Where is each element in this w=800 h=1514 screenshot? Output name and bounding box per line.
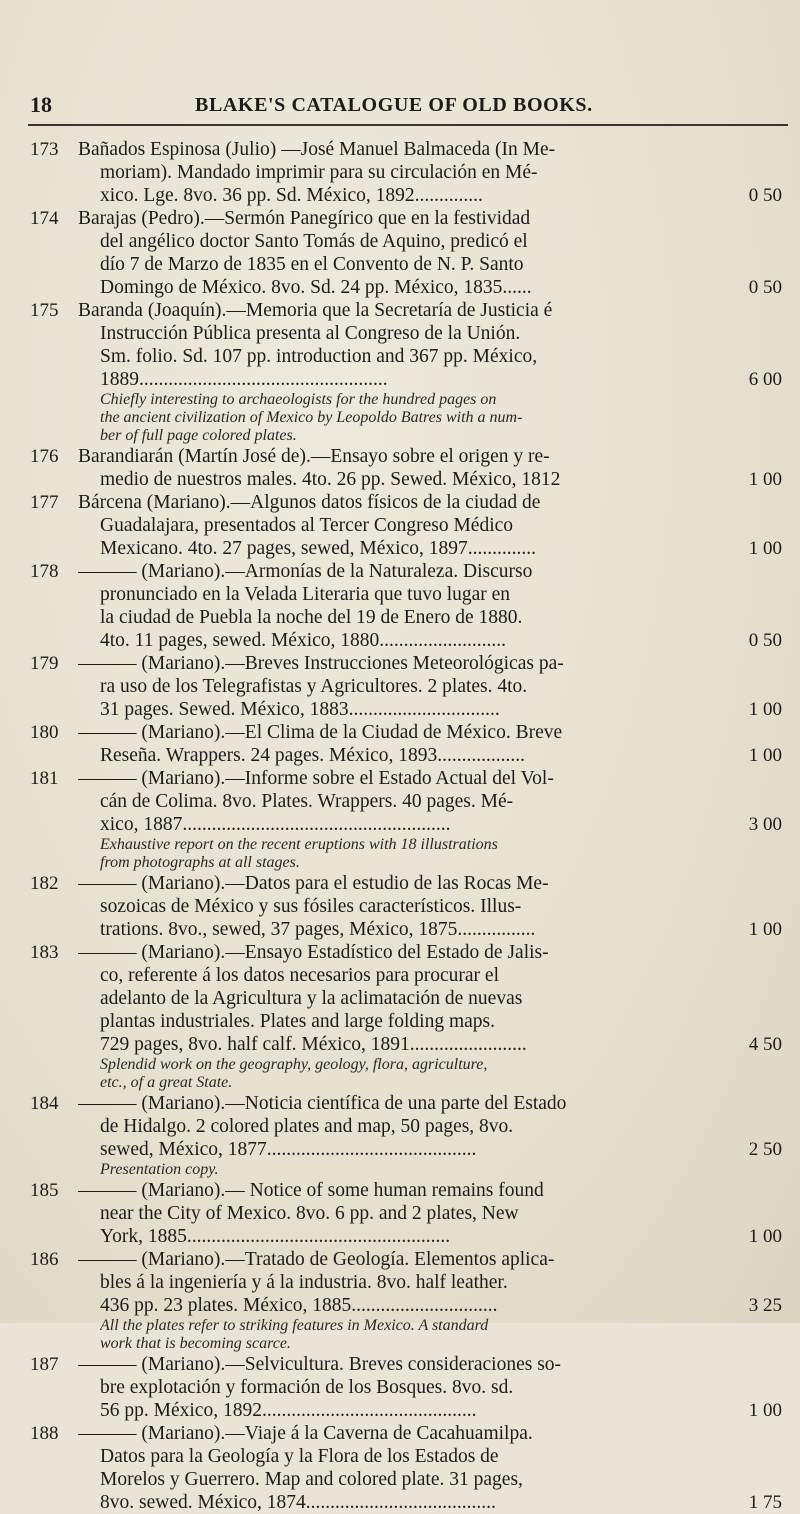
entry-line: ——— (Mariano).— Notice of some human remains found	[78, 1180, 544, 1201]
catalogue-entry	[0, 299, 800, 445]
running-title: BLAKE'S CATALOGUE OF OLD BOOKS.	[195, 94, 593, 116]
entry-description	[78, 1422, 668, 1514]
entry-price: 3 00	[748, 814, 782, 835]
entry-note-line: Presentation copy.	[100, 1161, 219, 1178]
entry-note-line: Splendid work on the geography, geology, flora, agriculture,	[100, 1056, 488, 1073]
entry-line: ——— (Mariano).—Viaje á la Caverna de Cacahuamilpa.	[78, 1423, 533, 1444]
entry-note	[100, 836, 690, 872]
entry-description	[78, 491, 668, 560]
entry-number: 176	[30, 446, 59, 467]
entry-description	[78, 445, 668, 491]
entry-line: del angélico doctor Santo Tomás de Aquino, predicó el	[100, 231, 528, 252]
entry-line: cán de Colima. 8vo. Plates. Wrappers. 40 pages. Mé-	[100, 791, 514, 812]
entry-description	[78, 1092, 668, 1161]
entry-price: 4 50	[748, 1034, 782, 1055]
entry-price: 1 00	[748, 699, 782, 720]
entry-description	[78, 207, 668, 299]
entry-number: 173	[30, 139, 59, 160]
entry-line: Barandiarán (Martín José de).—Ensayo sobre el origen y re-	[78, 446, 550, 467]
entry-line: Sm. folio. Sd. 107 pp. introduction and 367 pp. México,	[100, 346, 538, 367]
entry-line: ——— (Mariano).—Datos para el estudio de las Rocas Me-	[78, 873, 549, 894]
entry-price: 2 50	[748, 1139, 782, 1160]
entry-number: 174	[30, 208, 59, 229]
entry-price: 0 50	[748, 185, 782, 206]
entry-description	[78, 767, 668, 836]
entry-price: 3 25	[748, 1295, 782, 1316]
entry-number: 185	[30, 1180, 59, 1201]
entry-line: ——— (Mariano).—Tratado de Geología. Elementos aplica-	[78, 1249, 555, 1270]
entry-line: 436 pp. 23 plates. México, 1885..............................	[100, 1295, 498, 1316]
entry-line: bre explotación y formación de los Bosques. 8vo. sd.	[100, 1377, 514, 1398]
catalogue-entry	[0, 1092, 800, 1179]
entry-line: plantas industriales. Plates and large folding maps.	[100, 1011, 495, 1032]
entry-number: 182	[30, 873, 59, 894]
entry-note-line: ber of full page colored plates.	[100, 427, 297, 444]
page-number: 18	[30, 92, 52, 117]
entry-price: 1 00	[748, 1226, 782, 1247]
entry-line: 4to. 11 pages, sewed. México, 1880..........................	[100, 630, 507, 651]
entry-price: 1 00	[748, 1400, 782, 1421]
entry-line: Datos para la Geología y la Flora de los Estados de	[100, 1446, 499, 1467]
header-rule	[28, 124, 788, 126]
entry-line: adelanto de la Agricultura y la aclimatación de nuevas	[100, 988, 523, 1009]
entry-line: 31 pages. Sewed. México, 1883...............................	[100, 699, 500, 720]
entry-price: 0 50	[748, 630, 782, 651]
entry-line: de Hidalgo. 2 colored plates and map, 50 pages, 8vo.	[100, 1116, 514, 1137]
entry-line: Mexicano. 4to. 27 pages, sewed, México, 1897..............	[100, 538, 536, 559]
entry-number: 178	[30, 561, 59, 582]
entry-number: 180	[30, 722, 59, 743]
entry-line: ——— (Mariano).—Breves Instrucciones Meteorológicas pa-	[78, 653, 564, 674]
entry-description	[78, 941, 668, 1056]
entry-line: dío 7 de Marzo de 1835 en el Convento de N. P. Santo	[100, 254, 524, 275]
entry-number: 188	[30, 1423, 59, 1444]
entry-number: 175	[30, 300, 59, 321]
entry-price: 1 75	[748, 1492, 782, 1513]
entry-line: 56 pp. México, 1892............................................	[100, 1400, 477, 1421]
entry-line: ——— (Mariano).—Ensayo Estadístico del Estado de Jalis-	[78, 942, 549, 963]
entry-line: medio de nuestros males. 4to. 26 pp. Sewed. México, 1812	[100, 469, 561, 490]
entry-line: Bañados Espinosa (Julio) —José Manuel Balmaceda (In Me-	[78, 139, 556, 160]
catalogue-entry	[0, 872, 800, 941]
entry-line: ra uso de los Telegrafistas y Agricultores. 2 plates. 4to.	[100, 676, 528, 697]
entry-note-line: Chiefly interesting to archaeologists for the hundred pages on	[100, 391, 497, 408]
entry-number: 183	[30, 942, 59, 963]
entry-line: 729 pages, 8vo. half calf. México, 1891........................	[100, 1034, 527, 1055]
entry-description	[78, 1248, 668, 1317]
entry-line: bles á la ingeniería y á la industria. 8vo. half leather.	[100, 1272, 508, 1293]
entry-description	[78, 299, 668, 391]
entry-line: 1889...................................................	[100, 369, 388, 390]
catalogue-entry	[0, 767, 800, 872]
entry-note-line: the ancient civilization of Mexico by Leopoldo Batres with a num-	[100, 409, 523, 426]
catalogue-entry	[0, 207, 800, 299]
catalogue-entry	[0, 941, 800, 1092]
entry-number: 184	[30, 1093, 59, 1114]
entry-line: Guadalajara, presentados al Tercer Congreso Médico	[100, 515, 514, 536]
entry-note-line: from photographs at all stages.	[100, 854, 300, 871]
catalogue-entry	[0, 1422, 800, 1514]
entry-note-line: Exhaustive report on the recent eruptions with 18 illustrations	[100, 836, 498, 853]
catalogue-entry	[0, 445, 800, 491]
entry-line: moriam). Mandado imprimir para su circulación en Mé-	[100, 162, 538, 183]
entry-price: 6 00	[748, 369, 782, 390]
entry-number: 179	[30, 653, 59, 674]
entry-note-line: etc., of a great State.	[100, 1074, 233, 1091]
catalogue-entry	[0, 138, 800, 207]
entry-note	[100, 1161, 690, 1179]
entry-note	[100, 1317, 690, 1353]
entry-price: 1 00	[748, 469, 782, 490]
entry-price: 1 00	[748, 919, 782, 940]
catalogue-entry	[0, 1353, 800, 1422]
entry-line: ——— (Mariano).—Informe sobre el Estado Actual del Vol-	[78, 768, 554, 789]
entry-number: 177	[30, 492, 59, 513]
entry-line: xico, 1887.......................................................	[100, 814, 451, 835]
entry-description	[78, 872, 668, 941]
entry-line: near the City of Mexico. 8vo. 6 pp. and 2 plates, New	[100, 1203, 519, 1224]
catalogue-entries	[0, 138, 800, 1514]
catalogue-entry	[0, 560, 800, 652]
entry-line: xico. Lge. 8vo. 36 pp. Sd. México, 1892..............	[100, 185, 483, 206]
entry-price: 1 00	[748, 538, 782, 559]
entry-line: Morelos y Guerrero. Map and colored plate. 31 pages,	[100, 1469, 523, 1490]
entry-price: 1 00	[748, 745, 782, 766]
entry-line: Bárcena (Mariano).—Algunos datos físicos de la ciudad de	[78, 492, 541, 513]
entry-note-line: work that is becoming scarce.	[100, 1335, 291, 1352]
entry-number: 181	[30, 768, 59, 789]
entry-price: 0 50	[748, 277, 782, 298]
entry-line: Domingo de México. 8vo. Sd. 24 pp. México, 1835......	[100, 277, 532, 298]
entry-line: trations. 8vo., sewed, 37 pages, México, 1875................	[100, 919, 536, 940]
entry-line: ——— (Mariano).—Armonías de la Naturaleza. Discurso	[78, 561, 533, 582]
entry-description	[78, 1353, 668, 1422]
entry-number: 186	[30, 1249, 59, 1270]
catalogue-entry	[0, 1179, 800, 1248]
catalogue-entry	[0, 652, 800, 721]
entry-line: la ciudad de Puebla la noche del 19 de Enero de 1880.	[100, 607, 523, 628]
entry-description	[78, 721, 668, 767]
entry-note	[100, 391, 690, 445]
entry-description	[78, 138, 668, 207]
entry-line: ——— (Mariano).—El Clima de la Ciudad de México. Breve	[78, 722, 563, 743]
entry-note-line: All the plates refer to striking features in Mexico. A standard	[100, 1317, 489, 1334]
entry-line: ——— (Mariano).—Selvicultura. Breves consideraciones so-	[78, 1354, 562, 1375]
entry-line: Instrucción Pública presenta al Congreso de la Unión.	[100, 323, 521, 344]
entry-line: sewed, México, 1877...........................................	[100, 1139, 477, 1160]
entry-line: 8vo. sewed. México, 1874.......................................	[100, 1492, 496, 1513]
entry-description	[78, 1179, 668, 1248]
entry-line: sozoicas de México y sus fósiles característicos. Illus-	[100, 896, 522, 917]
entry-line: ——— (Mariano).—Noticia científica de una parte del Estado	[78, 1093, 567, 1114]
page-header	[0, 92, 800, 122]
catalogue-entry	[0, 1248, 800, 1353]
entry-line: Reseña. Wrappers. 24 pages. México, 1893..................	[100, 745, 526, 766]
entry-description	[78, 560, 668, 652]
catalogue-entry	[0, 491, 800, 560]
entry-line: Barajas (Pedro).—Sermón Panegírico que en la festividad	[78, 208, 531, 229]
entry-line: Baranda (Joaquín).—Memoria que la Secretaría de Justicia é	[78, 300, 553, 321]
entry-number: 187	[30, 1354, 59, 1375]
entry-note	[100, 1056, 690, 1092]
entry-description	[78, 652, 668, 721]
entry-line: pronunciado en la Velada Literaria que tuvo lugar en	[100, 584, 511, 605]
catalogue-entry	[0, 721, 800, 767]
entry-line: co, referente á los datos necesarios para procurar el	[100, 965, 499, 986]
entry-line: York, 1885......................................................	[100, 1226, 451, 1247]
